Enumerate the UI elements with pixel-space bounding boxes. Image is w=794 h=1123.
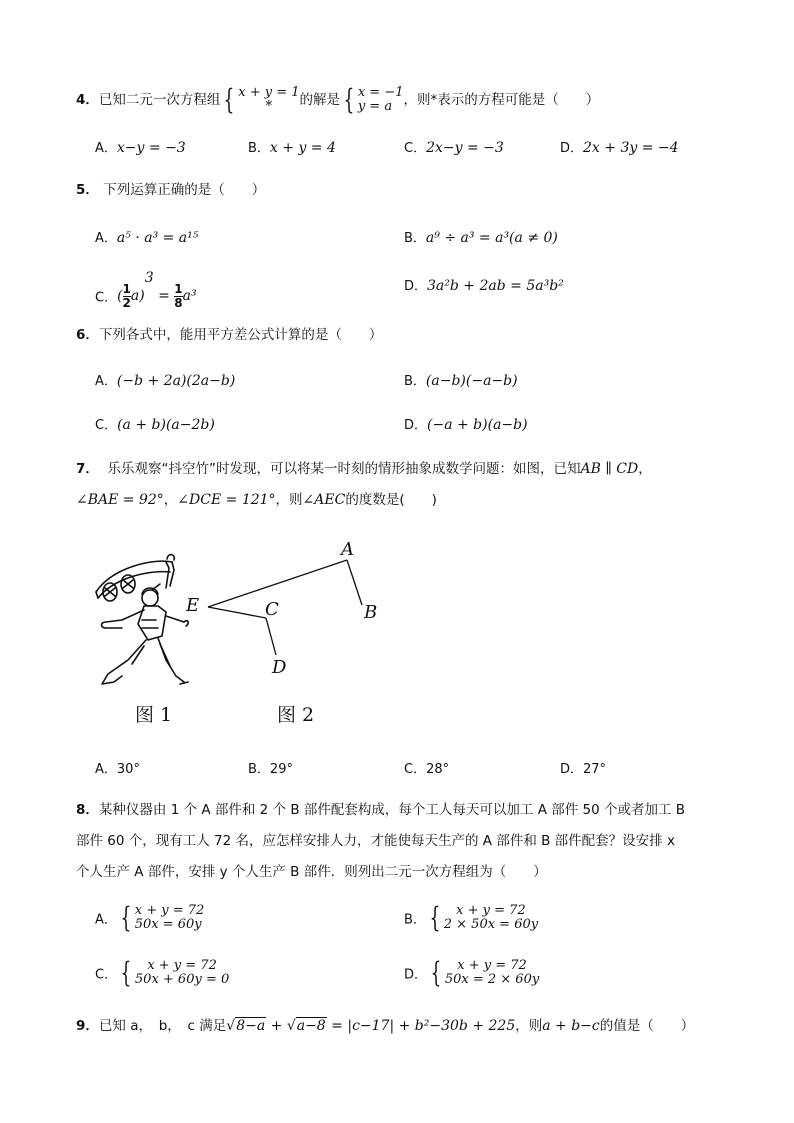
option-b[interactable]: B．29° bbox=[248, 762, 293, 777]
option-b[interactable]: B． { x + y = 72 2 × 50x = 60y bbox=[404, 901, 539, 934]
option-c[interactable]: C．2x−y = −3 bbox=[404, 140, 504, 156]
question-text: 某种仪器由 1 个 A 部件和 2 个 B 部件配套构成，每个工人每天可以加工 A 部件 50 个或者加工 B bbox=[98, 802, 686, 818]
option-d[interactable]: D．2x + 3y = −4 bbox=[560, 140, 679, 156]
equation-line: * bbox=[265, 99, 273, 114]
fraction: $\frac{1}{8}$ bbox=[174, 281, 183, 310]
question-8 bbox=[76, 800, 685, 820]
question-text: ，则 bbox=[403, 92, 431, 108]
option-d[interactable]: D．(−a + b)(a−b) bbox=[404, 417, 528, 433]
point-label-b: B bbox=[364, 602, 378, 623]
figure-2-diagram bbox=[180, 535, 400, 685]
equation-system-2: { x = −1 y = a bbox=[343, 83, 404, 116]
question-number: 4． bbox=[76, 92, 99, 108]
question-5 bbox=[76, 180, 265, 200]
question-text: 表示的方程可能是（ ） bbox=[437, 92, 600, 108]
radicand: a−8 bbox=[296, 1018, 326, 1034]
option-c[interactable]: C．( $\frac{1}{2}$ a)$^3$ = $\frac{1}{8}$ a³ bbox=[95, 270, 197, 310]
option-a[interactable]: A．x−y = −3 bbox=[95, 140, 186, 156]
question-number: 9． bbox=[76, 1018, 99, 1034]
figure-1-illustration bbox=[92, 548, 192, 690]
question-text: 已知 a， b， c 满足 bbox=[98, 1018, 227, 1034]
option-c[interactable]: C．(a + b)(a−2b) bbox=[95, 417, 215, 433]
question-9: 9．已知 a， b， c 满足√8−a + √a−8 = |c−17| + b²−30b + 225，则a + b−c的值是（ ） bbox=[76, 1018, 695, 1034]
equation-system: { x + y = 72 50x = 2 × 60y bbox=[430, 956, 540, 989]
figure-2-caption: 图 2 bbox=[277, 704, 315, 726]
question-text: 的解是 bbox=[299, 92, 340, 108]
equation-system: { x + y = 72 50x + 60y = 0 bbox=[120, 956, 230, 989]
option-d[interactable]: D．27° bbox=[560, 762, 607, 777]
question-text: 乐乐观察“抖空竹”时发现，可以将某一时刻的情形抽象成数学问题：如图，已知 bbox=[107, 461, 581, 477]
radicand: 8−a bbox=[236, 1018, 266, 1034]
question-8-line-2: 部件 60 个，现有工人 72 名，应怎样安排人力，才能使每天生产的 A 部件和 B 部件配套？设安排 x bbox=[76, 833, 675, 849]
equation-system: { x + y = 72 2 × 50x = 60y bbox=[429, 901, 539, 934]
equation-line: x = −1 bbox=[357, 85, 404, 100]
option-a[interactable]: A．30° bbox=[95, 762, 140, 777]
segment-cd bbox=[266, 618, 276, 655]
question-text: 已知二元一次方程组 bbox=[98, 92, 221, 108]
equation-system-1: { x + y = 1 * bbox=[223, 83, 300, 116]
option-a[interactable]: A． { x + y = 72 50x = 60y bbox=[95, 901, 205, 934]
question-7-line-2: ∠BAE = 92°，∠DCE = 121°，则∠AEC的度数是( ) bbox=[76, 492, 437, 508]
equation-line: x + y = 1 bbox=[238, 85, 300, 100]
point-label-e: E bbox=[186, 595, 200, 616]
question-number: 8． bbox=[76, 802, 99, 818]
question-number: 6． bbox=[76, 327, 99, 343]
question-7: 7． 乐乐观察“抖空竹”时发现，可以将某一时刻的情形抽象成数学问题：如图，已知AB ∥ CD， bbox=[76, 461, 652, 477]
point-label-a: A bbox=[341, 539, 354, 560]
equation-line: y = a bbox=[357, 99, 393, 114]
option-b[interactable]: B．(a−b)(−a−b) bbox=[404, 373, 518, 389]
question-text: 下列各式中，能用平方差公式计算的是（ ） bbox=[98, 327, 383, 343]
option-d[interactable]: D． { x + y = 72 50x = 2 × 60y bbox=[404, 956, 540, 989]
question-text: 下列运算正确的是（ ） bbox=[103, 182, 266, 198]
option-c[interactable]: C． { x + y = 72 50x + 60y = 0 bbox=[95, 956, 230, 989]
segment-ab bbox=[347, 560, 362, 605]
segment-ec bbox=[208, 607, 266, 618]
option-b[interactable]: B．a⁹ ÷ a³ = a³(a ≠ 0) bbox=[404, 230, 558, 246]
question-4 bbox=[76, 83, 600, 116]
question-8-line-3: 个人生产 A 部件，安排 y 个人生产 B 部件．则列出二元一次方程组为（ ） bbox=[76, 864, 547, 880]
option-a[interactable]: A．(−b + 2a)(2a−b) bbox=[95, 373, 236, 389]
option-c[interactable]: C．28° bbox=[404, 762, 450, 777]
option-d[interactable]: D．3a²b + 2ab = 5a³b² bbox=[404, 278, 564, 294]
question-6 bbox=[76, 325, 382, 345]
figure-1-caption: 图 1 bbox=[135, 704, 173, 726]
fraction: $\frac{1}{2}$ bbox=[122, 281, 131, 310]
star-symbol: * bbox=[430, 92, 438, 108]
point-label-c: C bbox=[265, 599, 279, 620]
question-number: 5． bbox=[76, 182, 99, 198]
option-a[interactable]: A．a⁵ · a³ = a¹⁵ bbox=[95, 230, 199, 246]
point-label-d: D bbox=[272, 657, 287, 678]
equation-system: { x + y = 72 50x = 60y bbox=[120, 901, 205, 934]
option-b[interactable]: B．x + y = 4 bbox=[248, 140, 336, 156]
question-number: 7． bbox=[76, 461, 99, 477]
